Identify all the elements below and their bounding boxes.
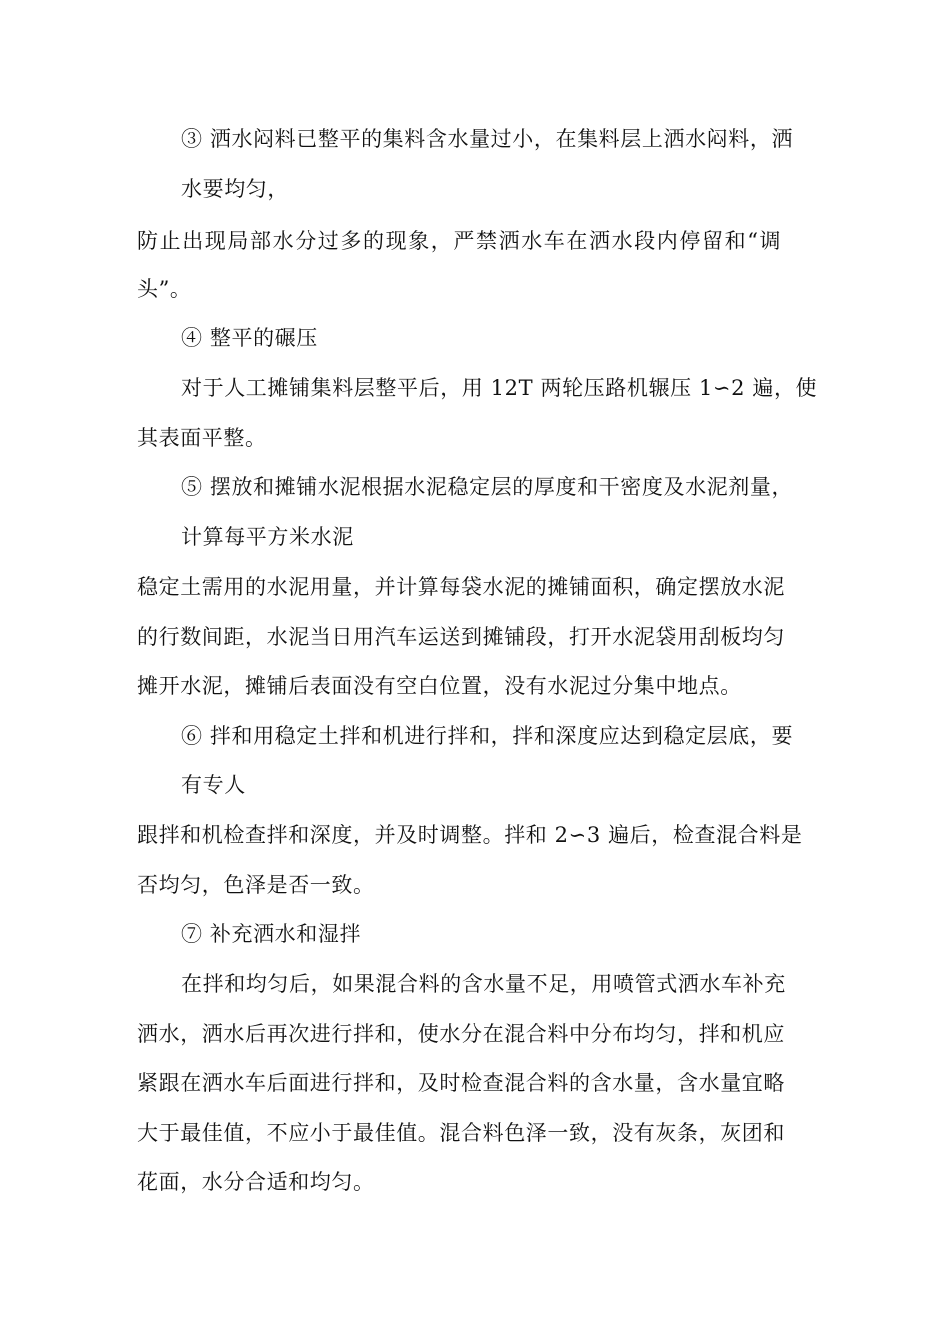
paragraph-line: 对于人工摊铺集料层整平后，用 12T 两轮压路机辗压 1∽2 遍，使 [181,376,818,400]
paragraph-line: 稳定土需用的水泥用量，并计算每袋水泥的摊铺面积，确定摆放水泥 [137,575,785,599]
paragraph-line: 的行数间距，水泥当日用汽车运送到摊铺段，打开水泥袋用刮板均匀 [137,625,785,649]
paragraph-line: 在拌和均匀后，如果混合料的含水量不足，用喷管式洒水车补充 [181,972,786,996]
step-4-heading: ④ 整平的碾压 [181,326,318,350]
step-5-heading: ⑤ 摆放和摊铺水泥根据水泥稳定层的厚度和干密度及水泥剂量， [181,475,794,499]
paragraph-line: 头”。 [137,277,192,301]
step-7-heading: ⑦ 补充洒水和湿拌 [181,922,362,946]
paragraph-line: 紧跟在洒水车后面进行拌和，及时检查混合料的含水量，含水量宜略 [137,1071,785,1095]
step-3-heading: ③ 洒水闷料已整平的集料含水量过小，在集料层上洒水闷料，洒 [181,127,794,151]
paragraph-line: 否均匀，色泽是否一致。 [137,873,375,897]
paragraph-line: 摊开水泥，摊铺后表面没有空白位置，没有水泥过分集中地点。 [137,674,742,698]
paragraph-line: 水要均匀， [181,177,289,201]
paragraph-line: 有专人 [181,773,246,797]
paragraph-line: 其表面平整。 [137,426,267,450]
paragraph-line: 洒水，洒水后再次进行拌和，使水分在混合料中分布均匀，拌和机应 [137,1022,785,1046]
paragraph-line: 跟拌和机检查拌和深度，并及时调整。拌和 2∽3 遍后，检查混合料是 [137,823,803,847]
step-6-heading: ⑥ 拌和用稳定土拌和机进行拌和，拌和深度应达到稳定层底，要 [181,724,794,748]
paragraph-line: 大于最佳值，不应小于最佳值。混合料色泽一致，没有灰条，灰团和 [137,1121,785,1145]
paragraph-line: 花面，水分合适和均匀。 [137,1170,375,1194]
paragraph-line: 计算每平方米水泥 [181,525,354,549]
paragraph-line: 防止出现局部水分过多的现象，严禁洒水车在洒水段内停留和“调 [137,229,783,253]
